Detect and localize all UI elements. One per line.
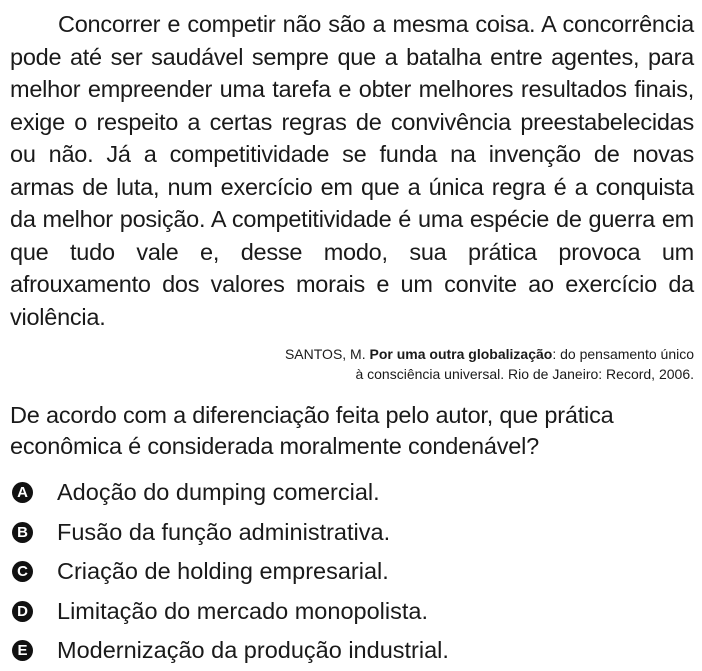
option-b-badge: B <box>12 522 33 543</box>
option-d-badge: D <box>12 601 33 622</box>
option-a-text: Adoção do dumping comercial. <box>57 479 380 506</box>
source-subtitle-2: à consciência universal. Rio de Janeiro: Record, 2006. <box>355 366 694 382</box>
option-b-text: Fusão da função administrativa. <box>57 518 391 545</box>
option-c-badge: C <box>12 561 33 582</box>
source-subtitle-1: : do pensamento único <box>552 346 694 362</box>
option-e-badge: E <box>12 640 33 661</box>
option-e-text: Modernização da produção industrial. <box>57 637 449 664</box>
source-author: SANTOS, M. <box>284 346 370 362</box>
option-c[interactable] <box>10 552 694 592</box>
source-line-1 <box>94 344 694 364</box>
option-e[interactable] <box>10 631 694 671</box>
passage-text: Concorrer e competir não são a mesma coisa. A concorrência pode até ser saudável sempre que a batalha entre agentes, para melhor empreender uma tarefa e obter melhores resultados finais, exige o respeito a certas regras de convivência preestabelecidas ou não. Já a competitividade se funda na invenção de novas armas de luta, num exercício em que a única regra é a conquista da melhor posição. A competitividade é uma espécie de guerra em que tudo vale e, desse modo, sua prática provoca um afrouxamento dos valores morais e um convite ao exercício da violência. <box>10 11 694 330</box>
answer-options <box>10 473 694 671</box>
option-c-text: Criação de holding empresarial. <box>57 558 389 585</box>
source-citation <box>94 344 694 384</box>
option-d-text: Limitação do mercado monopolista. <box>57 597 428 624</box>
question-text: De acordo com a diferenciação feita pelo autor, que prática econômica é considerada moralmente condenável? <box>10 402 614 459</box>
option-a-badge: A <box>12 482 33 503</box>
option-a[interactable] <box>10 473 694 513</box>
option-d[interactable] <box>10 592 694 632</box>
source-title: Por uma outra globalização <box>369 346 553 362</box>
option-b[interactable] <box>10 513 694 553</box>
